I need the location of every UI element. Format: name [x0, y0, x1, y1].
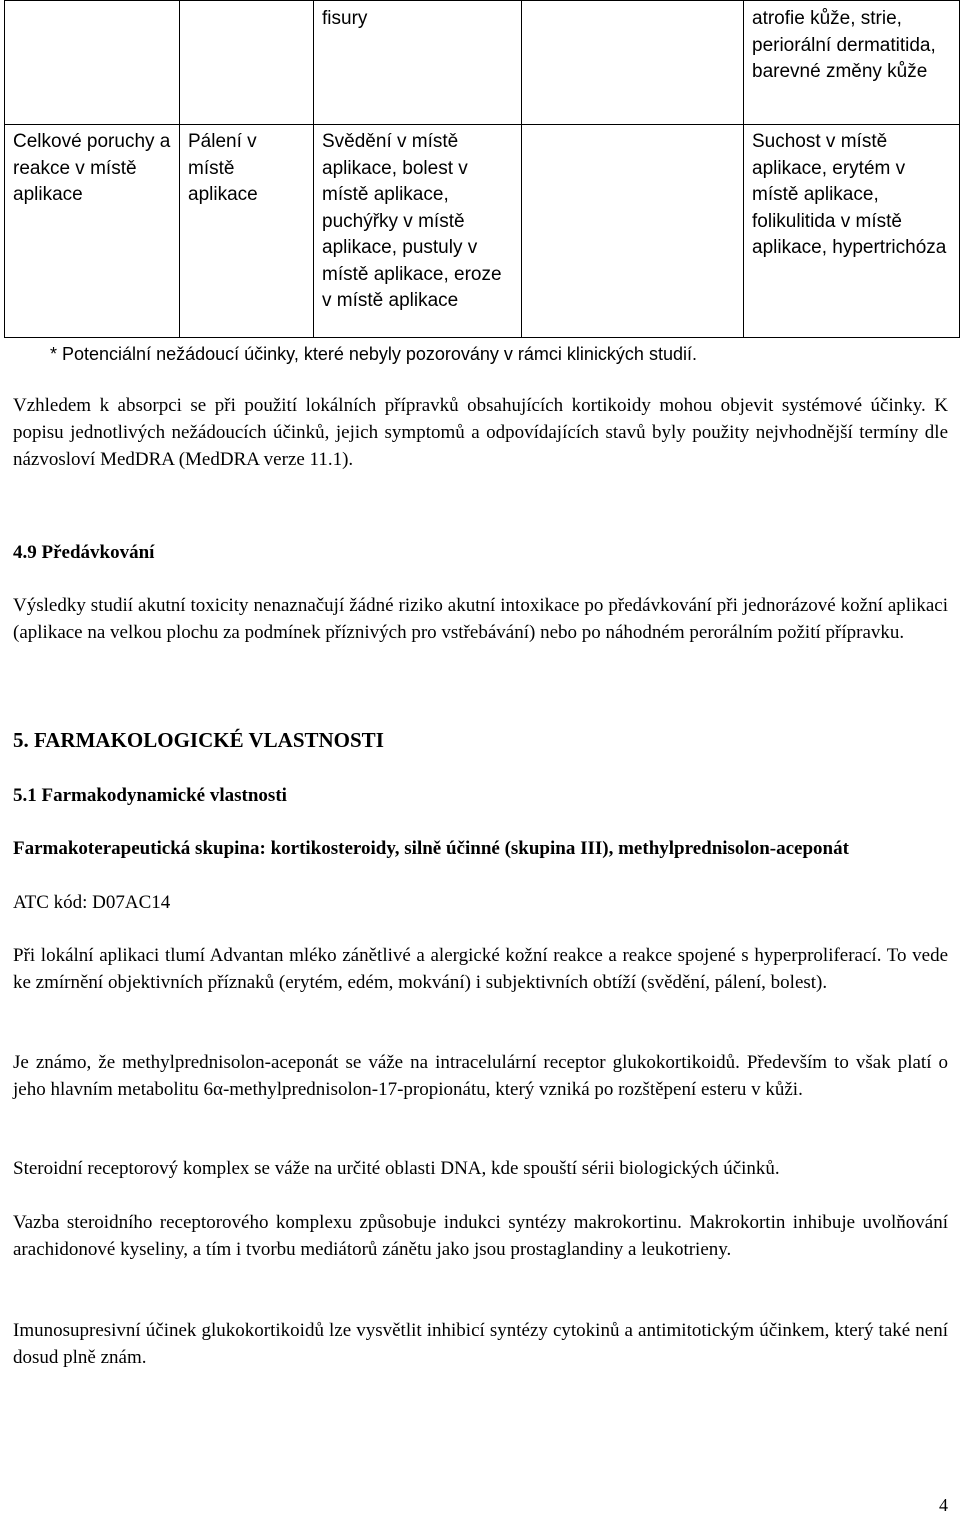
table-cell: Pálení v místě aplikace — [180, 125, 314, 338]
table-cell: atrofie kůže, strie, periorální dermatitida, barevné změny kůže — [744, 1, 960, 125]
table-cell — [522, 1, 744, 125]
table-cell: fisury — [314, 1, 522, 125]
table-cell: Suchost v místě aplikace, erytém v místě aplikace, folikulitida v místě aplikace, hypertrichóza — [744, 125, 960, 338]
table-footnote: * Potenciální nežádoucí účinky, které nebyly pozorovány v rámci klinických studií. — [50, 344, 697, 364]
table-cell — [180, 1, 314, 125]
heading-section-5: 5. FARMAKOLOGICKÉ VLASTNOSTI — [13, 728, 384, 752]
paragraph-immunosuppressive: Imunosupresivní účinek glukokortikoidů lze vysvětlit inhibicí syntézy cytokinů a antimitotickým účinkem, který také není dosud plně znám. — [13, 1320, 948, 1368]
paragraph-macrocortin: Vazba steroidního receptorového komplexu způsobuje indukci syntézy makrokortinu. Makrokortin inhibuje uvolňování arachidonové kyseliny, a tím i tvorbu mediátorů zánětu jako jsou prostaglandiny a leukotrieny. — [13, 1212, 948, 1260]
heading-5-1: 5.1 Farmakodynamické vlastnosti — [13, 785, 287, 806]
table-cell — [5, 1, 180, 125]
paragraph-systemic-effects: Vzhledem k absorpci se při použití lokálních přípravků obsahujících kortikoidy mohou objevit systémové účinky. K popisu jednotlivých nežádoucích účinků, jejich symptomů a odpovídajících stavů byly použity nejvhodnější termíny dle názvosloví MedDRA (MedDRA verze 11.1). — [13, 395, 948, 470]
table-cell-organ-class: Celkové poruchy a reakce v místě aplikace — [5, 125, 180, 338]
table-row — [5, 1, 960, 125]
heading-overdose: 4.9 Předávkování — [13, 542, 155, 563]
table-cell — [522, 125, 744, 338]
paragraph-receptor: Je známo, že methylprednisolon-aceponát se váže na intracelulární receptor glukokortikoidů. Především to však platí o jeho hlavním metabolitu 6α-methylprednisolon-17-propionátu, který vzniká po rozštěpení esteru v kůži. — [13, 1052, 948, 1100]
adverse-effects-table — [4, 0, 960, 338]
atc-code: ATC kód: D07AC14 — [13, 892, 171, 913]
paragraph-dna: Steroidní receptorový komplex se váže na určité oblasti DNA, kde spouští sérii biologických účinků. — [13, 1158, 780, 1179]
paragraph-local-application: Při lokální aplikaci tlumí Advantan mléko zánětlivé a alergické kožní reakce a reakce spojené s hyperproliferací. To vede ke zmírnění objektivních příznaků (erytém, edém, mokvání) i subjektivních obtíží (svědění, pálení, bolest). — [13, 945, 948, 993]
table-cell: Svědění v místě aplikace, bolest v místě aplikace, puchýřky v místě aplikace, pustuly v místě aplikace, eroze v místě aplikace — [314, 125, 522, 338]
paragraph-overdose: Výsledky studií akutní toxicity nenaznačují žádné riziko akutní intoxikace po předávkování při jednorázové kožní aplikaci (aplikace na velkou plochu za podmínek příznivých pro vstřebávání) nebo po náhodném perorálním požití přípravku. — [13, 595, 948, 643]
table-row — [5, 125, 960, 338]
page-number: 4 — [939, 1495, 948, 1515]
pharmacotherapeutic-group: Farmakoterapeutická skupina: kortikosteroidy, silně účinné (skupina III), methylprednisolon-aceponát — [13, 838, 849, 859]
